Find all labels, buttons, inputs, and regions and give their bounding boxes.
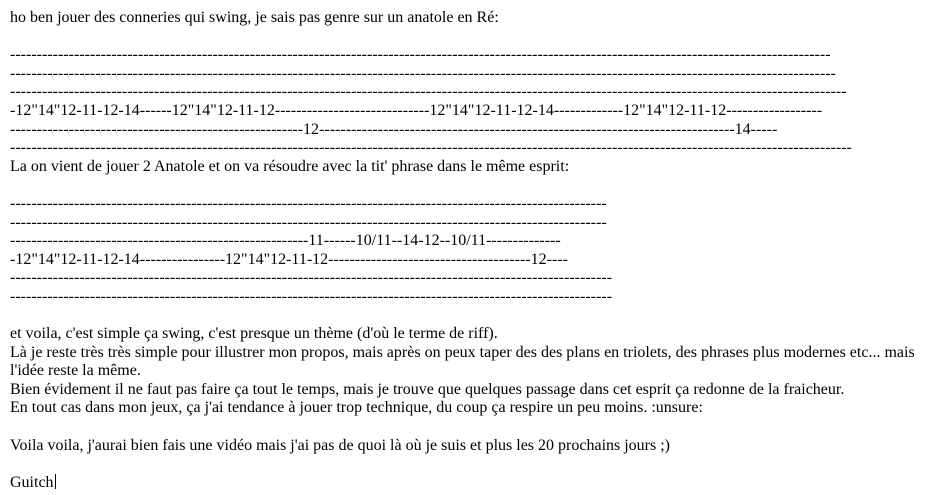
signature-line — [10, 474, 925, 493]
tab2-string-5: ----------------------------------------------------------------------------------------------------------------- — [10, 269, 613, 287]
tab1-string-4: -12"14"12-11-12-14------12"14"12-11-12-----------------------------12"14"12-11-12-14-------------12"14"12-11-12------------------ — [10, 101, 823, 119]
tab2-string-3: --------------------------------------------------------11------10/11--14-12--10/11-------------- — [10, 232, 561, 250]
blank-line — [10, 28, 925, 47]
post-transition: La on vient de jouer 2 Anatole et on va résoudre avec la tit' phrase dans le même esprit: — [10, 157, 570, 175]
text-cursor — [55, 474, 57, 489]
tab1-string-6: -------------------------------------------------------------------------------------------------------------------------------------------------------------- — [10, 139, 852, 157]
tab2-string-6: ----------------------------------------------------------------------------------------------------------------- — [10, 287, 613, 305]
post-para5: Voila voila, j'aurai bien fais une vidéo mais j'ai pas de quoi là où je suis et plus les 20 prochains jours ;) — [10, 436, 671, 454]
post-para3: Bien évidement il ne faut pas faire ça tout le temps, mais je trouve que quelques passage dans cet esprit ça redonne de la fraicheur. — [10, 380, 845, 398]
post-para2: Là je reste très très simple pour illustrer mon propos, mais après on peux taper des des plans en triolets, des phrases plus modernes etc... mais l'idée reste la même. — [10, 343, 919, 380]
tab1-string-5: -------------------------------------------------------12------------------------------------------------------------------------------14----- — [10, 120, 778, 138]
tab2-string-2: ---------------------------------------------------------------------------------------------------------------- — [10, 213, 607, 231]
tab2-string-4: -12"14"12-11-12-14----------------12"14"12-11-12--------------------------------------12---- — [10, 250, 568, 268]
tab1-string-2: ----------------------------------------------------------------------------------------------------------------------------------------------------------- — [10, 64, 836, 82]
blank-line — [10, 455, 925, 474]
blank-line — [10, 418, 925, 437]
blank-line — [10, 176, 925, 195]
tab1-string-3: ------------------------------------------------------------------------------------------------------------------------------------------------------------- — [10, 83, 847, 101]
tab1-string-1: ---------------------------------------------------------------------------------------------------------------------------------------------------------- — [10, 46, 831, 64]
blank-line — [10, 307, 925, 326]
tab2-string-1: ---------------------------------------------------------------------------------------------------------------- — [10, 194, 607, 212]
post-para4: En tout cas dans mon jeux, ça j'ai tendance à jouer trop technique, du coup ça respire un peu moins. :unsure: — [10, 399, 703, 417]
post-para1: et voila, c'est simple ça swing, c'est presque un thème (d'où le terme de riff). — [10, 325, 498, 343]
post-intro: ho ben jouer des conneries qui swing, je sais pas genre sur un anatole en Ré: — [10, 9, 499, 26]
signature: Guitch — [10, 473, 54, 491]
